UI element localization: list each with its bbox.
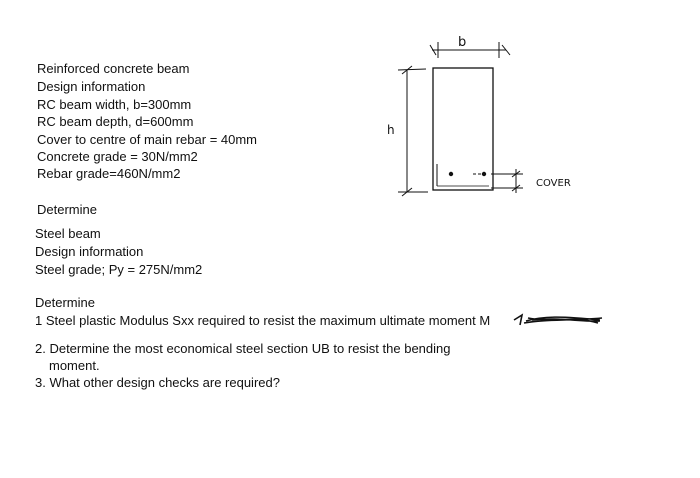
scribbled-out-text (512, 313, 604, 327)
rc-beam-title: Reinforced concrete beam (37, 61, 190, 76)
question-1: 1 Steel plastic Modulus Sxx required to resist the maximum ultimate moment M (35, 313, 491, 328)
steel-grade: Steel grade; Py = 275N/mm2 (35, 262, 203, 277)
rc-beam-depth: RC beam depth, d=600mm (37, 114, 194, 129)
rc-beam-width: RC beam width, b=300mm (37, 97, 192, 112)
rebar-left (449, 172, 453, 176)
label-h: h (387, 123, 395, 137)
label-b: b (458, 35, 467, 50)
rc-determine: Determine (37, 202, 97, 217)
beam-section-outline (433, 68, 493, 190)
width-dimension (430, 42, 510, 58)
question-2-line-1: 2. Determine the most economical steel section UB to resist the bending (35, 341, 451, 356)
rc-rebar-grade: Rebar grade=460N/mm2 (37, 166, 181, 181)
questions-heading: Determine (35, 295, 95, 310)
steel-design-info-heading: Design information (35, 244, 144, 259)
height-dimension (398, 66, 428, 196)
steel-beam-title: Steel beam (35, 226, 101, 241)
label-cover: COVER (536, 178, 571, 189)
rc-design-info-heading: Design information (37, 79, 146, 94)
beam-cross-section-sketch (360, 28, 600, 208)
question-2-line-2: moment. (49, 358, 100, 373)
rebar-right (482, 172, 486, 176)
question-3: 3. What other design checks are required? (35, 375, 280, 390)
rc-concrete-grade: Concrete grade = 30N/mm2 (37, 149, 198, 164)
rc-cover: Cover to centre of main rebar = 40mm (37, 132, 258, 147)
